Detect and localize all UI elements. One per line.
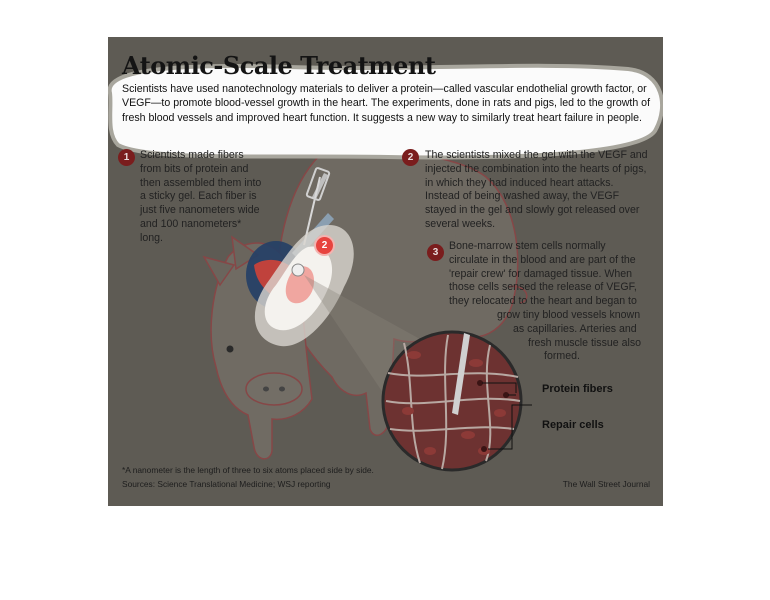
injection-site-marker: 2 (316, 237, 333, 254)
intro-text: Scientists have used nanotechnology materials to deliver a protein—called vascular endothelial growth factor, or VEGF—to promote blood-vessel growth in the heart. The experiments, done in rats and pigs, led to the growth of fresh blood vessels and improved heart function. It suggests a new way to similarly treat heart failure in people. (122, 83, 651, 124)
infographic-panel (108, 37, 663, 506)
repair-cells-callout: Repair cells (542, 419, 604, 431)
step-3-line: they relocated to the heart and began to (449, 295, 637, 308)
footnote: *A nanometer is the length of three to six atoms placed side by side. (122, 465, 374, 475)
step-1-text: Scientists made fibers from bits of protein and then assembled them into a sticky gel. Each fiber is just five nanometers wide and 100 nanometers* long. (140, 149, 262, 244)
step-1-badge: 1 (118, 149, 135, 166)
step-2-text: The scientists mixed the gel with the VEGF and injected the combination into the hearts of pigs, in which they had induced heart attacks. Instead of being washed away, the VEGF stayed in the gel and slowly got released over several weeks. (425, 149, 648, 230)
sources-line: Sources: Science Translational Medicine; WSJ reporting (122, 479, 331, 489)
step-2-badge: 2 (402, 149, 419, 166)
step-3-line: as capillaries. Arteries and (513, 322, 637, 335)
protein-fibers-callout: Protein fibers (542, 383, 613, 395)
page-title: Atomic-Scale Treatment (122, 51, 436, 80)
step-3-line: those cells sensed the release of VEGF, (449, 281, 637, 294)
step-3-line: fresh muscle tissue also (528, 336, 642, 349)
step-3-line: grow tiny blood vessels known (497, 308, 641, 321)
step-3-text (449, 240, 651, 364)
step-3-line: Bone-marrow stem cells normally (449, 240, 606, 252)
step-3-line: 'repair crew' for damaged tissue. When (449, 267, 633, 280)
step-3-line: formed. (544, 350, 580, 363)
publisher-credit: The Wall Street Journal (562, 479, 650, 489)
step-3-badge: 3 (427, 244, 444, 261)
step-3-line: circulate in the blood and are part of the (449, 253, 636, 266)
